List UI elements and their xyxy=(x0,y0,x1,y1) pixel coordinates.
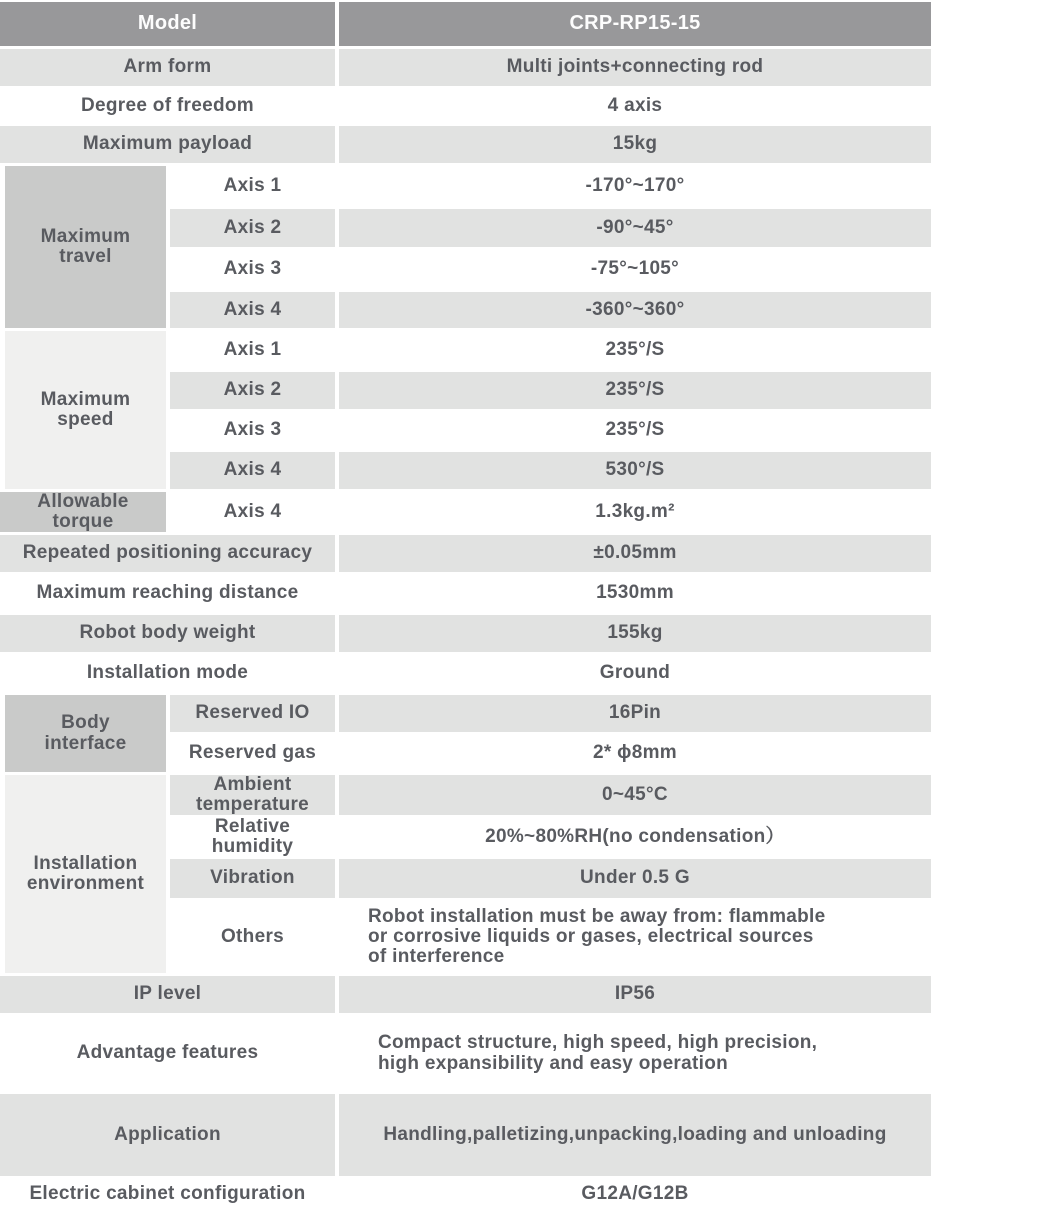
reserved-gas-value: 2* ϕ8mm xyxy=(339,735,931,772)
installation-mode-value: Ground xyxy=(339,655,931,692)
arm-form-value: Multi joints+connecting rod xyxy=(339,49,931,86)
row-ip-level xyxy=(0,976,931,1013)
travel-axis-4-value: -360°~360° xyxy=(339,292,931,328)
row-arm-form xyxy=(0,49,931,86)
travel-axis-3-value: -75°~105° xyxy=(339,250,931,289)
others-value: Robot installation must be away from: flammable or corrosive liquids or gases, electrical sources of interference xyxy=(339,901,931,973)
relative-humidity-value: 20%~80%RH(no condensation） xyxy=(339,818,931,856)
travel-axis-3-label: Axis 3 xyxy=(170,250,335,289)
travel-axis-4-row xyxy=(170,292,931,328)
speed-axis-2-value: 235°/S xyxy=(339,372,931,409)
relative-humidity-label: Relative humidity xyxy=(170,818,335,856)
ambient-temperature-row xyxy=(170,775,931,815)
relative-humidity-row xyxy=(170,815,931,857)
ambient-temperature-label: Ambient temperature xyxy=(170,775,335,815)
reserved-io-value: 16Pin xyxy=(339,695,931,732)
reserved-gas-row xyxy=(170,735,931,772)
travel-axis-1-label: Axis 1 xyxy=(170,166,335,206)
row-installation-mode xyxy=(0,655,931,692)
travel-axis-2-value: -90°~45° xyxy=(339,209,931,247)
robot-body-weight-label: Robot body weight xyxy=(0,615,335,652)
application-value: Handling,palletizing,unpacking,loading and unloading xyxy=(339,1094,931,1176)
speed-axis-3-row xyxy=(170,412,931,449)
group-installation-environment xyxy=(0,775,931,973)
others-row xyxy=(170,901,931,973)
robot-body-weight-value: 155kg xyxy=(339,615,931,652)
application-label: Application xyxy=(0,1094,335,1176)
row-electric-cabinet-configuration xyxy=(0,1179,931,1209)
degree-of-freedom-value: 4 axis xyxy=(339,89,931,123)
advantage-features-label: Advantage features xyxy=(0,1016,335,1091)
header-row xyxy=(0,2,931,46)
speed-axis-1-label: Axis 1 xyxy=(170,331,335,369)
ip-level-label: IP level xyxy=(0,976,335,1013)
maximum-travel-group-label: Maximum travel xyxy=(5,166,166,328)
installation-environment-group-label: Installation environment xyxy=(5,775,166,973)
travel-axis-4-label: Axis 4 xyxy=(170,292,335,328)
maximum-payload-value: 15kg xyxy=(339,126,931,163)
speed-axis-1-row xyxy=(170,331,931,369)
installation-mode-label: Installation mode xyxy=(0,655,335,692)
maximum-reaching-distance-label: Maximum reaching distance xyxy=(0,575,335,612)
maximum-payload-label: Maximum payload xyxy=(0,126,335,163)
travel-axis-1-row xyxy=(170,166,931,206)
travel-axis-1-value: -170°~170° xyxy=(339,166,931,206)
row-maximum-reaching-distance xyxy=(0,575,931,612)
repeated-positioning-accuracy-label: Repeated positioning accuracy xyxy=(0,535,335,572)
row-application xyxy=(0,1094,931,1176)
speed-axis-3-label: Axis 3 xyxy=(170,412,335,449)
model-header-label: Model xyxy=(0,2,335,46)
row-allowable-torque xyxy=(0,492,931,532)
arm-form-label: Arm form xyxy=(0,49,335,86)
vibration-label: Vibration xyxy=(170,859,335,898)
row-degree-of-freedom xyxy=(0,89,931,123)
ambient-temperature-value: 0~45°C xyxy=(339,775,931,815)
row-advantage-features xyxy=(0,1016,931,1091)
speed-axis-3-value: 235°/S xyxy=(339,412,931,449)
model-header-value: CRP-RP15-15 xyxy=(339,2,931,46)
reserved-io-row xyxy=(170,695,931,732)
maximum-speed-group-label: Maximum speed xyxy=(5,331,166,489)
row-repeated-positioning-accuracy xyxy=(0,535,931,572)
ip-level-value: IP56 xyxy=(339,976,931,1013)
electric-cabinet-configuration-label: Electric cabinet configuration xyxy=(0,1179,335,1209)
travel-axis-2-row xyxy=(170,209,931,247)
speed-axis-2-label: Axis 2 xyxy=(170,372,335,409)
maximum-reaching-distance-value: 1530mm xyxy=(339,575,931,612)
repeated-positioning-accuracy-value: ±0.05mm xyxy=(339,535,931,572)
body-interface-group-label: Body interface xyxy=(5,695,166,772)
group-maximum-speed xyxy=(0,331,931,489)
others-label: Others xyxy=(170,901,335,973)
speed-axis-4-row xyxy=(170,452,931,489)
travel-axis-3-row xyxy=(170,250,931,289)
row-robot-body-weight xyxy=(0,615,931,652)
group-maximum-travel xyxy=(0,166,931,328)
advantage-features-value: Compact structure, high speed, high precision, high expansibility and easy operation xyxy=(339,1016,931,1091)
speed-axis-4-value: 530°/S xyxy=(339,452,931,489)
travel-axis-2-label: Axis 2 xyxy=(170,209,335,247)
reserved-io-label: Reserved IO xyxy=(170,695,335,732)
allowable-torque-value: 1.3kg.m² xyxy=(339,492,931,532)
allowable-torque-axis-label: Axis 4 xyxy=(170,492,335,532)
electric-cabinet-configuration-value: G12A/G12B xyxy=(339,1179,931,1209)
speed-axis-2-row xyxy=(170,372,931,409)
speed-axis-4-label: Axis 4 xyxy=(170,452,335,489)
allowable-torque-label: Allowable torque xyxy=(0,492,166,532)
row-maximum-payload xyxy=(0,126,931,163)
reserved-gas-label: Reserved gas xyxy=(170,735,335,772)
vibration-value: Under 0.5 G xyxy=(339,859,931,898)
degree-of-freedom-label: Degree of freedom xyxy=(0,89,335,123)
speed-axis-1-value: 235°/S xyxy=(339,331,931,369)
group-body-interface xyxy=(0,695,931,772)
vibration-row xyxy=(170,859,931,898)
